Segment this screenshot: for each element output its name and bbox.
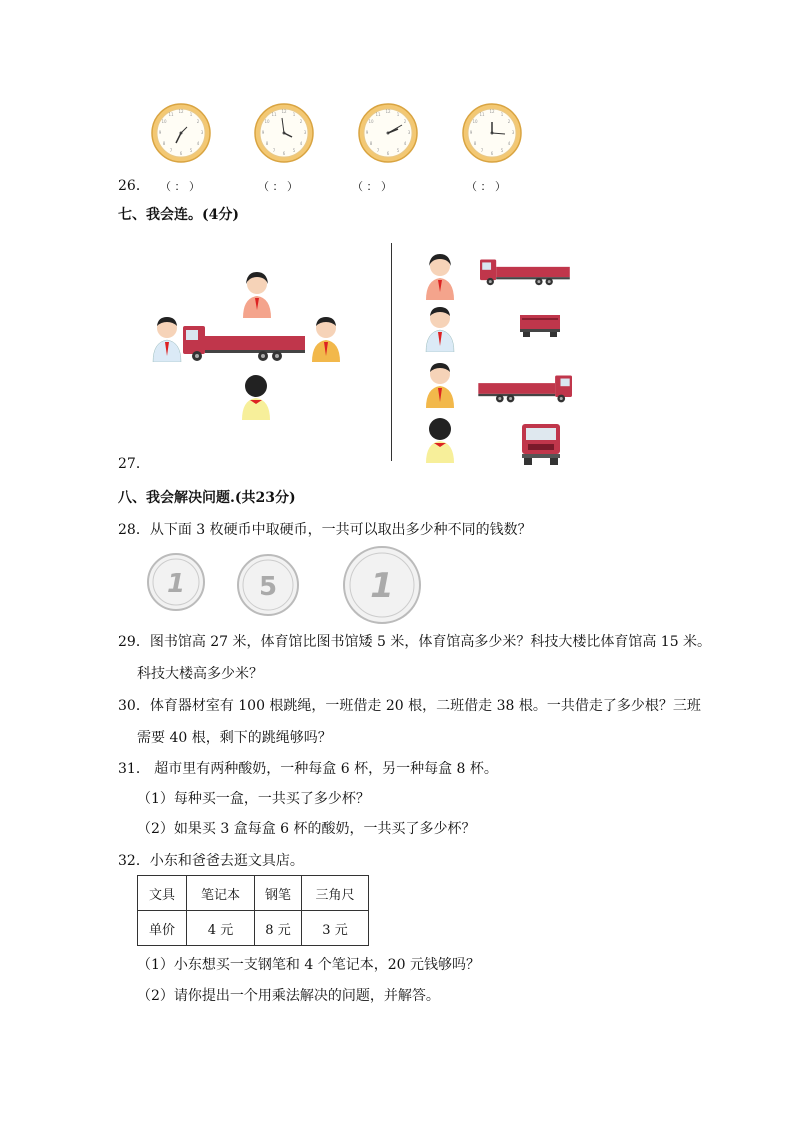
clock-3 — [358, 103, 418, 163]
question-32-sub-1: （1）小东想买一支钢笔和 4 个笔记本，20 元钱够吗？ — [137, 957, 480, 973]
question-32-sub-2: （2）请你提出一个用乘法解决的问题，并解答。 — [137, 988, 440, 1004]
coin-5-jiao — [236, 553, 300, 621]
coin-2-value: 5 — [258, 572, 278, 602]
clock-1 — [151, 103, 211, 163]
price-table — [137, 875, 369, 946]
coin-1-jiao-small — [146, 552, 206, 616]
table-header-cell: 钢笔 — [255, 876, 302, 911]
table-row — [138, 911, 369, 946]
table-cell: 8 元 — [255, 911, 302, 946]
table-row — [138, 876, 369, 911]
time-blank-4[interactable]: （ ： ） — [466, 180, 506, 193]
question-28-text: 28．从下面 3 枚硬币中取硬币，一共可以取出多少种不同的钱数？ — [118, 522, 532, 538]
table-header-cell: 三角尺 — [302, 876, 369, 911]
section-8-title: 八、我会解决问题.(共23分) — [118, 490, 296, 506]
truck-center-image — [183, 322, 308, 368]
table-cell: 3 元 — [302, 911, 369, 946]
table-cell: 4 元 — [187, 911, 255, 946]
question-30-line-1: 30．体育器材室有 100 根跳绳，一班借走 20 根，二班借走 38 根。一共借走了多少根？三班 — [118, 698, 701, 714]
clock-4 — [462, 103, 522, 163]
vertical-divider — [391, 243, 392, 461]
coin-3-value: 1 — [370, 566, 394, 606]
question-30-line-2: 需要 40 根，剩下的跳绳够吗？ — [137, 730, 332, 746]
table-header-cell: 笔记本 — [187, 876, 255, 911]
clock-2 — [254, 103, 314, 163]
table-header-cell: 文具 — [138, 876, 187, 911]
truck-side-view-1[interactable] — [480, 256, 572, 292]
question-31-sub-1: （1）每种买一盒，一共买了多少杯？ — [137, 791, 370, 807]
question-32-text: 32．小东和爸爸去逛文具店。 — [118, 853, 304, 869]
boy-blue-view-figure[interactable] — [420, 302, 460, 352]
question-29-line-2: 科技大楼高多少米？ — [137, 666, 263, 682]
boy-right-figure — [306, 312, 346, 362]
girl-back-view-figure[interactable] — [420, 413, 460, 463]
boy-left-figure — [147, 312, 187, 362]
girl-view-figure[interactable] — [420, 250, 460, 300]
time-blank-2[interactable]: （ ： ） — [258, 180, 298, 193]
coin-1-value: 1 — [166, 569, 186, 599]
girl-top-figure — [237, 268, 277, 318]
question-31-text: 31． 超市里有两种酸奶，一种每盒 6 杯，另一种每盒 8 杯。 — [118, 761, 498, 777]
time-blank-3[interactable]: （ ： ） — [352, 180, 392, 193]
truck-side-view-2[interactable] — [476, 372, 572, 409]
question-31-sub-2: （2）如果买 3 盒每盒 6 杯的酸奶，一共买了多少杯？ — [137, 821, 476, 837]
question-26-number: 26． — [118, 178, 150, 194]
truck-rear-view[interactable] — [518, 313, 562, 341]
question-27-number: 27． — [118, 456, 150, 472]
truck-front-view[interactable] — [518, 420, 564, 470]
boy-yellow-view-figure[interactable] — [420, 358, 460, 408]
time-blank-1[interactable]: （ ： ） — [160, 180, 200, 193]
question-29-line-1: 29．图书馆高 27 米，体育馆比图书馆矮 5 米，体育馆高多少米？科技大楼比体育馆高 15 米。 — [118, 634, 712, 650]
section-7-title: 七、我会连。(4分) — [118, 207, 239, 223]
table-cell: 单价 — [138, 911, 187, 946]
girl-bottom-back-figure — [236, 370, 276, 420]
coin-1-yuan — [342, 545, 422, 629]
